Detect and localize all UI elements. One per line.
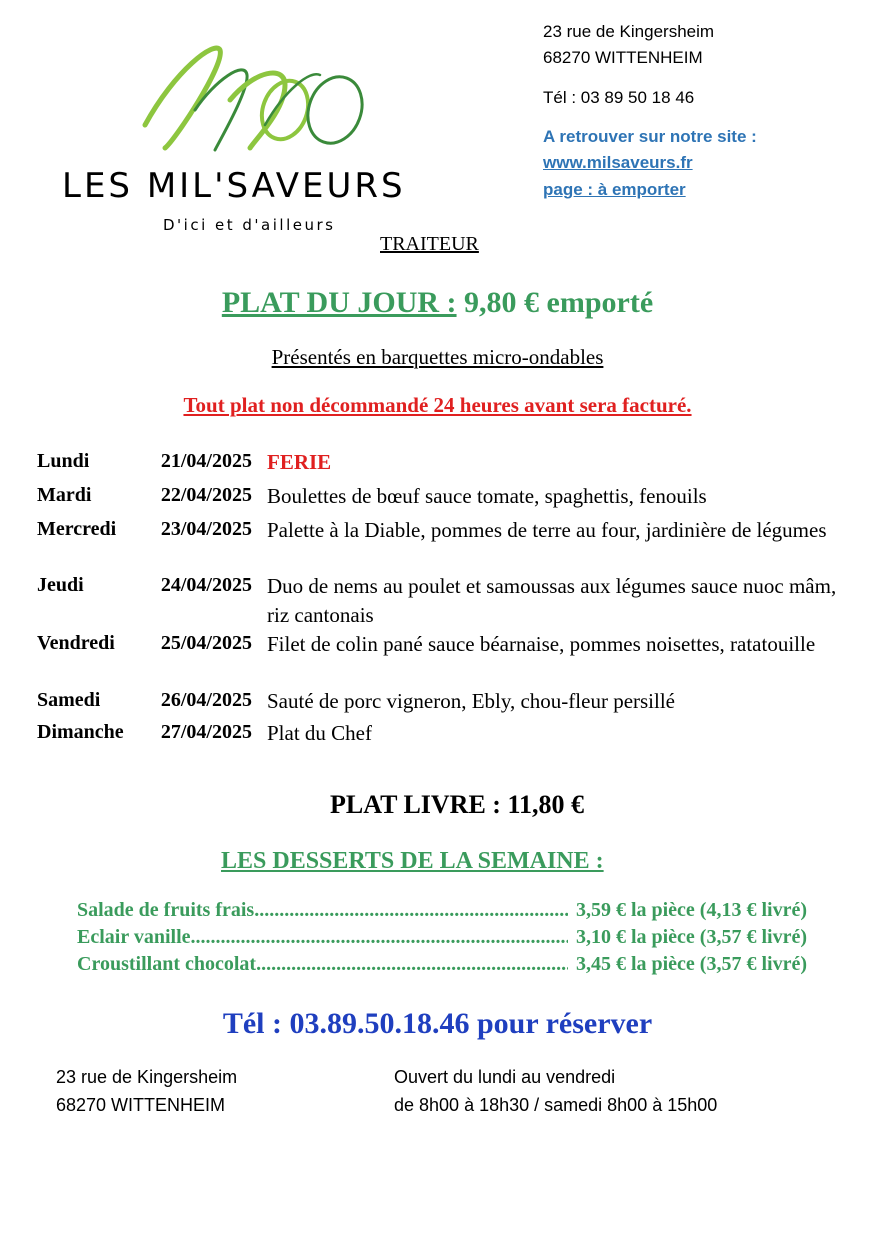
menu-day: Mercredi bbox=[37, 518, 117, 540]
menu-date: 23/04/2025 bbox=[160, 518, 252, 540]
dessert-leader bbox=[254, 899, 568, 922]
dessert-name: Croustillant chocolat bbox=[77, 953, 257, 975]
dessert-item bbox=[77, 953, 807, 976]
opening-hours-line-2: de 8h00 à 18h30 / samedi 8h00 à 15h00 bbox=[394, 1095, 718, 1115]
logo-stroke-1 bbox=[145, 48, 220, 148]
dessert-item bbox=[77, 926, 807, 949]
site-url-link[interactable]: www.milsaveurs.fr bbox=[543, 153, 693, 172]
traiteur-label: TRAITEUR bbox=[380, 233, 479, 255]
footer-address-line-1: 23 rue de Kingersheim bbox=[56, 1067, 238, 1087]
dessert-leader bbox=[191, 926, 568, 949]
site-page-link[interactable]: page : à emporter bbox=[543, 180, 686, 199]
opening-hours-line-1: Ouvert du lundi au vendredi bbox=[394, 1067, 616, 1087]
menu-dish: Duo de nems au poulet et samoussas aux légumes sauce nuoc mâm, riz cantonais bbox=[267, 574, 837, 627]
menu-dish: Boulettes de bœuf sauce tomate, spaghettis, fenouils bbox=[267, 484, 707, 508]
menu-day: Lundi bbox=[37, 450, 90, 472]
plat-du-jour-heading bbox=[0, 286, 875, 320]
menu-dish: FERIE bbox=[267, 450, 332, 474]
dessert-name: Salade de fruits frais bbox=[77, 899, 255, 921]
menu-dish: Sauté de porc vigneron, Ebly, chou-fleur persillé bbox=[267, 689, 676, 713]
menu-day: Mardi bbox=[37, 484, 92, 506]
address-line-1: 23 rue de Kingersheim bbox=[543, 22, 715, 41]
plat-livre-heading: PLAT LIVRE : 11,80 € bbox=[330, 790, 585, 819]
packaging-note: Présentés en barquettes micro-ondables bbox=[271, 345, 604, 369]
logo-mark bbox=[135, 30, 375, 170]
dessert-price: 3,45 € la pièce (3,57 € livré) bbox=[575, 953, 807, 975]
dessert-price: 3,59 € la pièce (4,13 € livré) bbox=[575, 899, 807, 921]
menu-date: 24/04/2025 bbox=[160, 574, 252, 596]
brand-tagline: D'ici et d'ailleurs bbox=[163, 216, 336, 234]
brand-name: LES MIL'SAVEURS bbox=[62, 166, 406, 206]
menu-date: 22/04/2025 bbox=[160, 484, 252, 506]
menu-day: Vendredi bbox=[37, 632, 115, 654]
site-intro: A retrouver sur notre site : bbox=[543, 127, 757, 146]
desserts-title: LES DESSERTS DE LA SEMAINE : bbox=[221, 848, 604, 874]
menu-date: 25/04/2025 bbox=[160, 632, 252, 654]
cancellation-warning: Tout plat non décommandé 24 heures avant sera facturé. bbox=[183, 393, 692, 417]
footer-address-line-2: 68270 WITTENHEIM bbox=[56, 1095, 226, 1115]
logo-stroke-2 bbox=[195, 70, 247, 150]
address-line-2: 68270 WITTENHEIM bbox=[543, 48, 703, 67]
menu-day: Jeudi bbox=[37, 574, 84, 596]
menu-dish: Filet de colin pané sauce béarnaise, pommes noisettes, ratatouille bbox=[267, 632, 816, 656]
phone-number: Tél : 03 89 50 18 46 bbox=[543, 88, 695, 107]
reserve-phone: Tél : 03.89.50.18.46 pour réserver bbox=[222, 1007, 653, 1040]
plat-du-jour-label: PLAT DU JOUR : bbox=[221, 286, 457, 319]
dessert-price: 3,10 € la pièce (3,57 € livré) bbox=[575, 926, 807, 948]
menu-date: 26/04/2025 bbox=[160, 689, 252, 711]
menu-dish: Palette à la Diable, pommes de terre au four, jardinière de légumes bbox=[267, 518, 827, 542]
dessert-item bbox=[77, 899, 807, 922]
dessert-name: Eclair vanille bbox=[77, 926, 191, 948]
menu-date: 27/04/2025 bbox=[160, 721, 252, 743]
menu-date: 21/04/2025 bbox=[160, 450, 252, 472]
menu-day: Samedi bbox=[37, 689, 101, 711]
menu-day: Dimanche bbox=[37, 721, 124, 743]
menu-dish: Plat du Chef bbox=[267, 721, 372, 745]
dessert-leader bbox=[256, 953, 568, 976]
logo-loop-2 bbox=[299, 69, 371, 151]
plat-du-jour-price: 9,80 € emporté bbox=[456, 286, 654, 319]
